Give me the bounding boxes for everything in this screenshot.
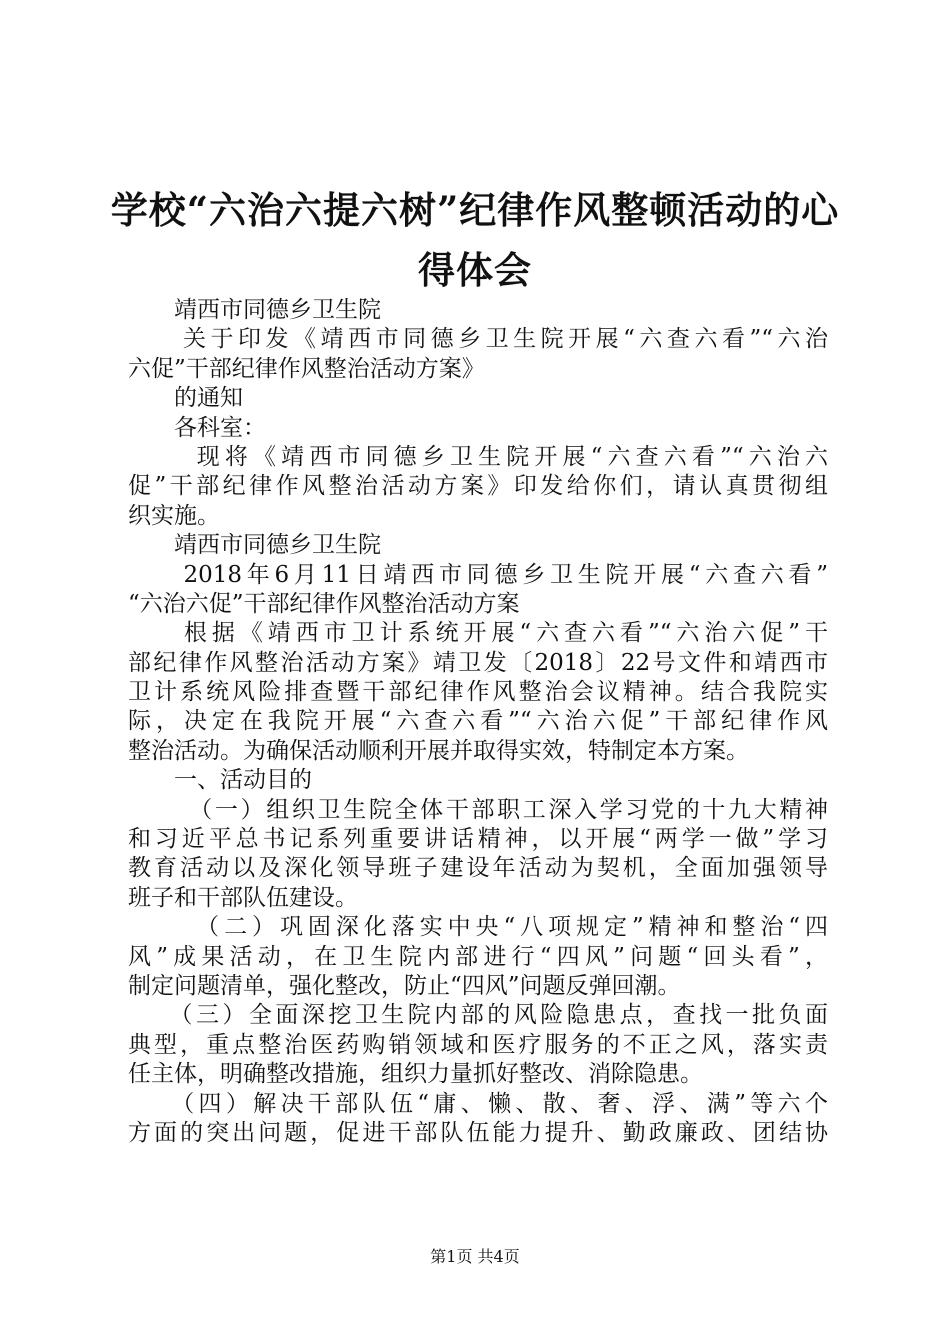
body-line: 的通知 bbox=[128, 385, 243, 412]
body-line: “六治六促”干部纪律作风整治活动方案 bbox=[128, 590, 520, 617]
body-line: （四）解决干部队伍“庸、懒、散、奢、浮、满”等六个 bbox=[128, 1090, 828, 1117]
body-line: （二）巩固深化落实中央“八项规定”精神和整治“四 bbox=[128, 914, 828, 941]
body-line: 典型，重点整治医药购销领域和医疗服务的不正之风，落实责 bbox=[128, 1031, 828, 1058]
body-line: （三）全面深挖卫生院内部的风险隐患点，查找一批负面 bbox=[128, 1002, 828, 1029]
body-line: 和习近平总书记系列重要讲话精神，以开展“两学一做”学习 bbox=[128, 826, 828, 853]
body-line: 促”干部纪律作风整治活动方案》印发给你们，请认真贯彻组 bbox=[128, 473, 828, 500]
page-footer: 第1页 共4页 bbox=[430, 1247, 520, 1266]
body-line: 际，决定在我院开展“六查六看”“六治六促”干部纪律作风 bbox=[128, 708, 828, 735]
body-line: 制定问题清单，强化整改，防止“四风”问题反弹回潮。 bbox=[128, 972, 681, 999]
document-body bbox=[128, 296, 828, 1148]
body-line: 教育活动以及深化领导班子建设年活动为契机，全面加强领导 bbox=[128, 855, 828, 882]
body-line: 风”成果活动，在卫生院内部进行“四风”问题“回头看”， bbox=[128, 943, 828, 970]
body-line: 整治活动。为确保活动顺利开展并取得实效，特制定本方案。 bbox=[128, 737, 749, 764]
body-line: 现将《靖西市同德乡卫生院开展“六查六看”“六治六 bbox=[128, 443, 828, 470]
body-line: 方面的突出问题，促进干部队伍能力提升、勤政廉政、团结协 bbox=[128, 1119, 828, 1146]
body-line: 靖西市同德乡卫生院 bbox=[128, 297, 381, 323]
body-line: 2018年6月11日靖西市同德乡卫生院开展“六查六看” bbox=[128, 561, 828, 588]
body-line: 织实施。 bbox=[128, 502, 220, 529]
document-title-line-1: 学校“六治六提六树”纪律作风整顿活动的心 bbox=[110, 188, 840, 232]
document-title-line-2: 得体会 bbox=[418, 248, 532, 292]
body-line: 靖西市同德乡卫生院 bbox=[128, 532, 381, 559]
body-line: 六促”干部纪律作风整治活动方案》 bbox=[128, 355, 485, 382]
body-line: 任主体，明确整改措施，组织力量抓好整改、消除隐患。 bbox=[128, 1061, 703, 1088]
body-line: 一、活动目的 bbox=[128, 767, 312, 794]
body-line: 关于印发《靖西市同德乡卫生院开展“六查六看”“六治 bbox=[128, 326, 828, 353]
body-line: （一）组织卫生院全体干部职工深入学习党的十九大精神 bbox=[128, 796, 828, 823]
body-line: 部纪律作风整治活动方案》靖卫发〔2018〕22号文件和靖西市 bbox=[128, 649, 828, 676]
body-line: 卫计系统风险排查暨干部纪律作风整治会议精神。结合我院实 bbox=[128, 679, 828, 706]
body-line: 根据《靖西市卫计系统开展“六查六看”“六治六促”干 bbox=[128, 620, 828, 647]
body-line: 各科室： bbox=[128, 414, 266, 441]
body-line: 班子和干部队伍建设。 bbox=[128, 884, 358, 911]
